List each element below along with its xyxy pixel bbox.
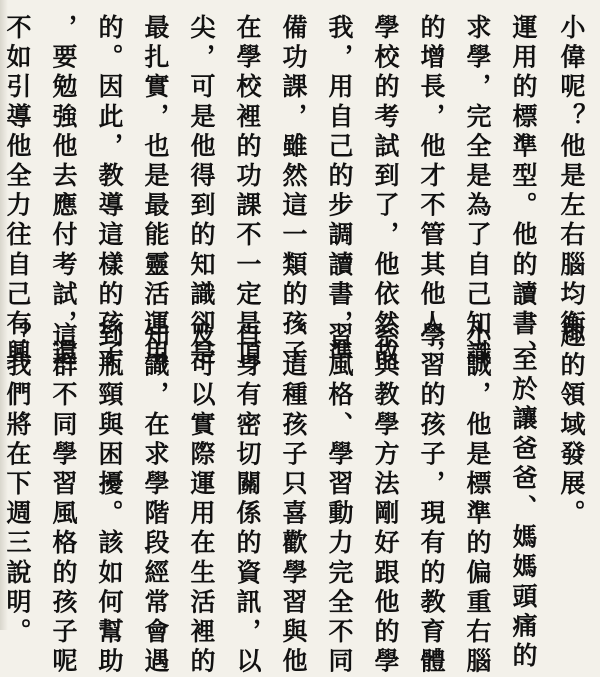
article-column: 運用的標準型。他的讀書、 [509, 14, 538, 370]
article-column: 最扎實，也是最能靈活運用 [141, 14, 170, 370]
article-column: 備功課，雖然這一類的孩子 [279, 14, 308, 370]
article-column: 我，用自己的步調讀書，準 [325, 14, 354, 370]
article-column: 小偉呢？他是左右腦均衡 [557, 14, 586, 340]
article-column: 。這種孩子只喜歡學習與他 [279, 322, 308, 677]
article-column: 知識，在求學階段經常會遇 [141, 322, 170, 677]
article-column: 自身有密切關係的資訊，以 [233, 322, 262, 677]
article-column: ？我們將在下週三說明。 [3, 322, 32, 648]
article-column: 不如引導他全力往自己有興 [3, 14, 32, 370]
article-column: 的。因此，教導這樣的孩子 [95, 14, 124, 370]
article-column: ，要勉強他去應付考試，還 [49, 14, 78, 370]
article-column: 求學，完全是為了自己知識 [463, 14, 492, 370]
article-column: 及可以實際運用在生活裡的 [187, 322, 216, 677]
article-column: 習風格、學習動力完全不同 [325, 322, 354, 677]
article-column: 尖，可是他得到的知識卻是 [187, 14, 216, 370]
article-column: 這群不同學習風格的孩子呢 [49, 322, 78, 677]
article-column: 學校的考試到了，他依然故 [371, 14, 400, 370]
article-column: 在學校裡的功課不一定是頂 [233, 14, 262, 370]
article-column: 學習的孩子，現有的教育體 [417, 322, 446, 677]
article-column: 至於讓爸爸、媽媽頭痛的 [509, 346, 538, 672]
article-column: 的增長，他才不管其他人， [417, 14, 446, 370]
article-column: 到瓶頸與困擾。該如何幫助 [95, 322, 124, 677]
article-column: 趣的領域發展。 [557, 322, 586, 530]
article-column: 系與教學方法剛好跟他的學 [371, 322, 400, 677]
article-column: 小誠，他是標準的偏重右腦 [463, 322, 492, 677]
